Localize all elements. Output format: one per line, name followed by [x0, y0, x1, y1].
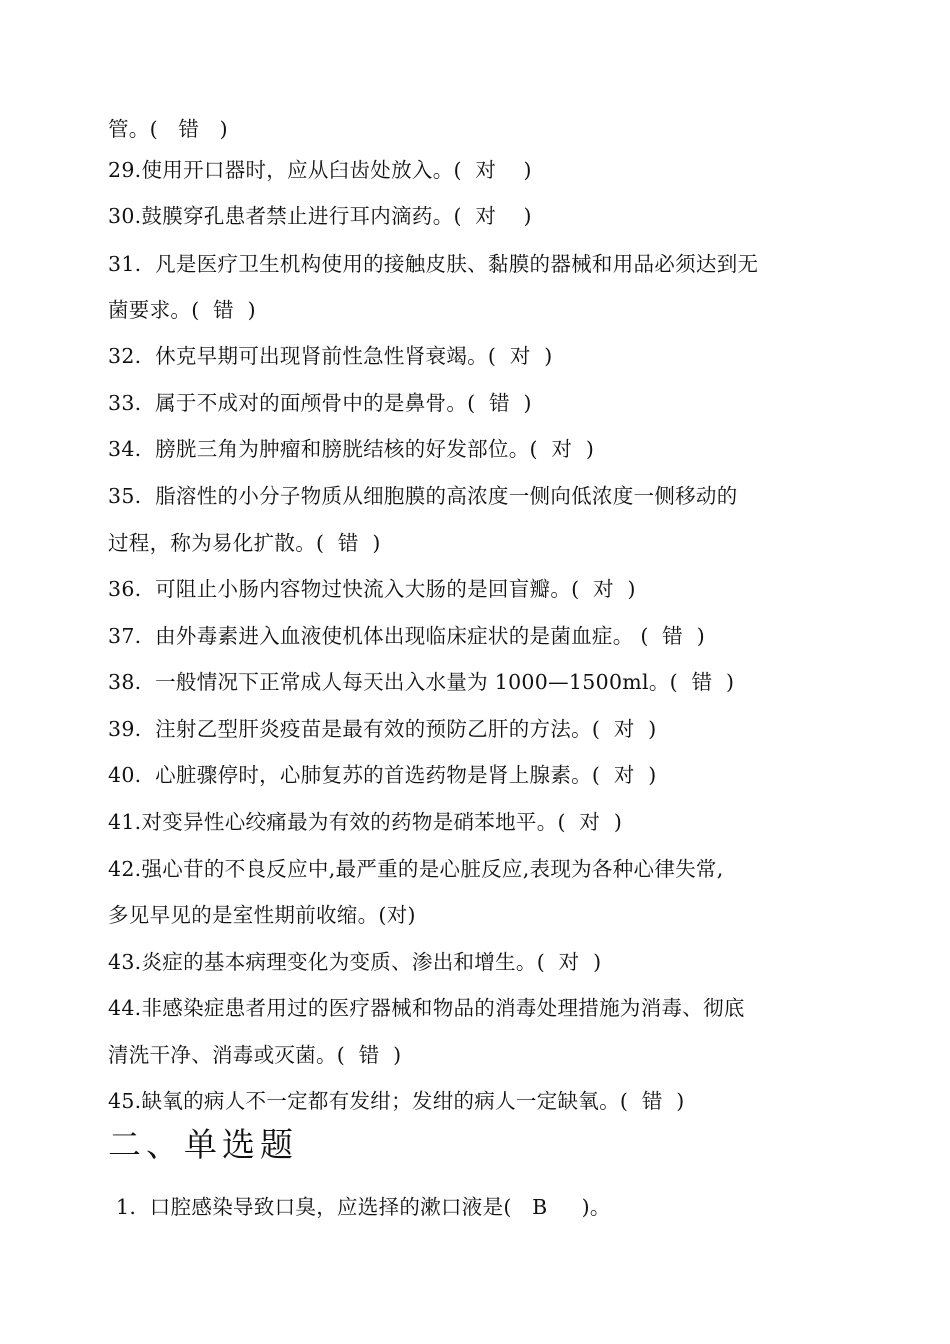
text-line: 清洗干净、消毒或灭菌。( 错 )	[108, 1043, 402, 1067]
text-line: 38. 一般情况下正常成人每天出入水量为 1000—1500ml。( 错 )	[108, 670, 735, 694]
text-line: 多见早见的是室性期前收缩。(对)	[108, 903, 416, 927]
text-line: 43.炎症的基本病理变化为变质、渗出和增生。( 对 )	[108, 950, 602, 974]
text-line: 35. 脂溶性的小分子物质从细胞膜的高浓度一侧向低浓度一侧移动的	[108, 484, 738, 508]
text-line: 29.使用开口器时，应从臼齿处放入。( 对 )	[108, 158, 532, 182]
text-line: 44.非感染症患者用过的医疗器械和物品的消毒处理措施为消毒、彻底	[108, 996, 745, 1020]
text-line: 41.对变异性心绞痛最为有效的药物是硝苯地平。( 对 )	[108, 810, 623, 834]
text-line: 39. 注射乙型肝炎疫苗是最有效的预防乙肝的方法。( 对 )	[108, 717, 657, 741]
text-line: 31. 凡是医疗卫生机构使用的接触皮肤、黏膜的器械和用品必须达到无	[108, 252, 759, 276]
question-line: 1. 口腔感染导致口臭，应选择的漱口液是( B )。	[116, 1195, 611, 1219]
text-line: 管。( 错 )	[108, 117, 228, 141]
text-line: 33. 属于不成对的面颅骨中的是鼻骨。( 错 )	[108, 391, 532, 415]
text-line: 42.强心苷的不良反应中,最严重的是心脏反应,表现为各种心律失常,	[108, 857, 724, 881]
text-line: 菌要求。( 错 )	[108, 298, 256, 322]
text-line: 36. 可阻止小肠内容物过快流入大肠的是回盲瓣。( 对 )	[108, 577, 636, 601]
text-line: 45.缺氧的病人不一定都有发绀；发绀的病人一定缺氧。( 错 )	[108, 1089, 685, 1113]
section-heading: 二、单选题	[108, 1125, 298, 1164]
text-line: 34. 膀胱三角为肿瘤和膀胱结核的好发部位。( 对 )	[108, 437, 595, 461]
text-line: 30.鼓膜穿孔患者禁止进行耳内滴药。( 对 )	[108, 204, 532, 228]
text-line: 32. 休克早期可出现肾前性急性肾衰竭。( 对 )	[108, 344, 553, 368]
text-line: 40. 心脏骤停时，心肺复苏的首选药物是肾上腺素。( 对 )	[108, 763, 657, 787]
text-line: 过程，称为易化扩散。( 错 )	[108, 531, 381, 555]
text-line: 37. 由外毒素进入血液使机体出现临床症状的是菌血症。 ( 错 )	[108, 624, 706, 648]
